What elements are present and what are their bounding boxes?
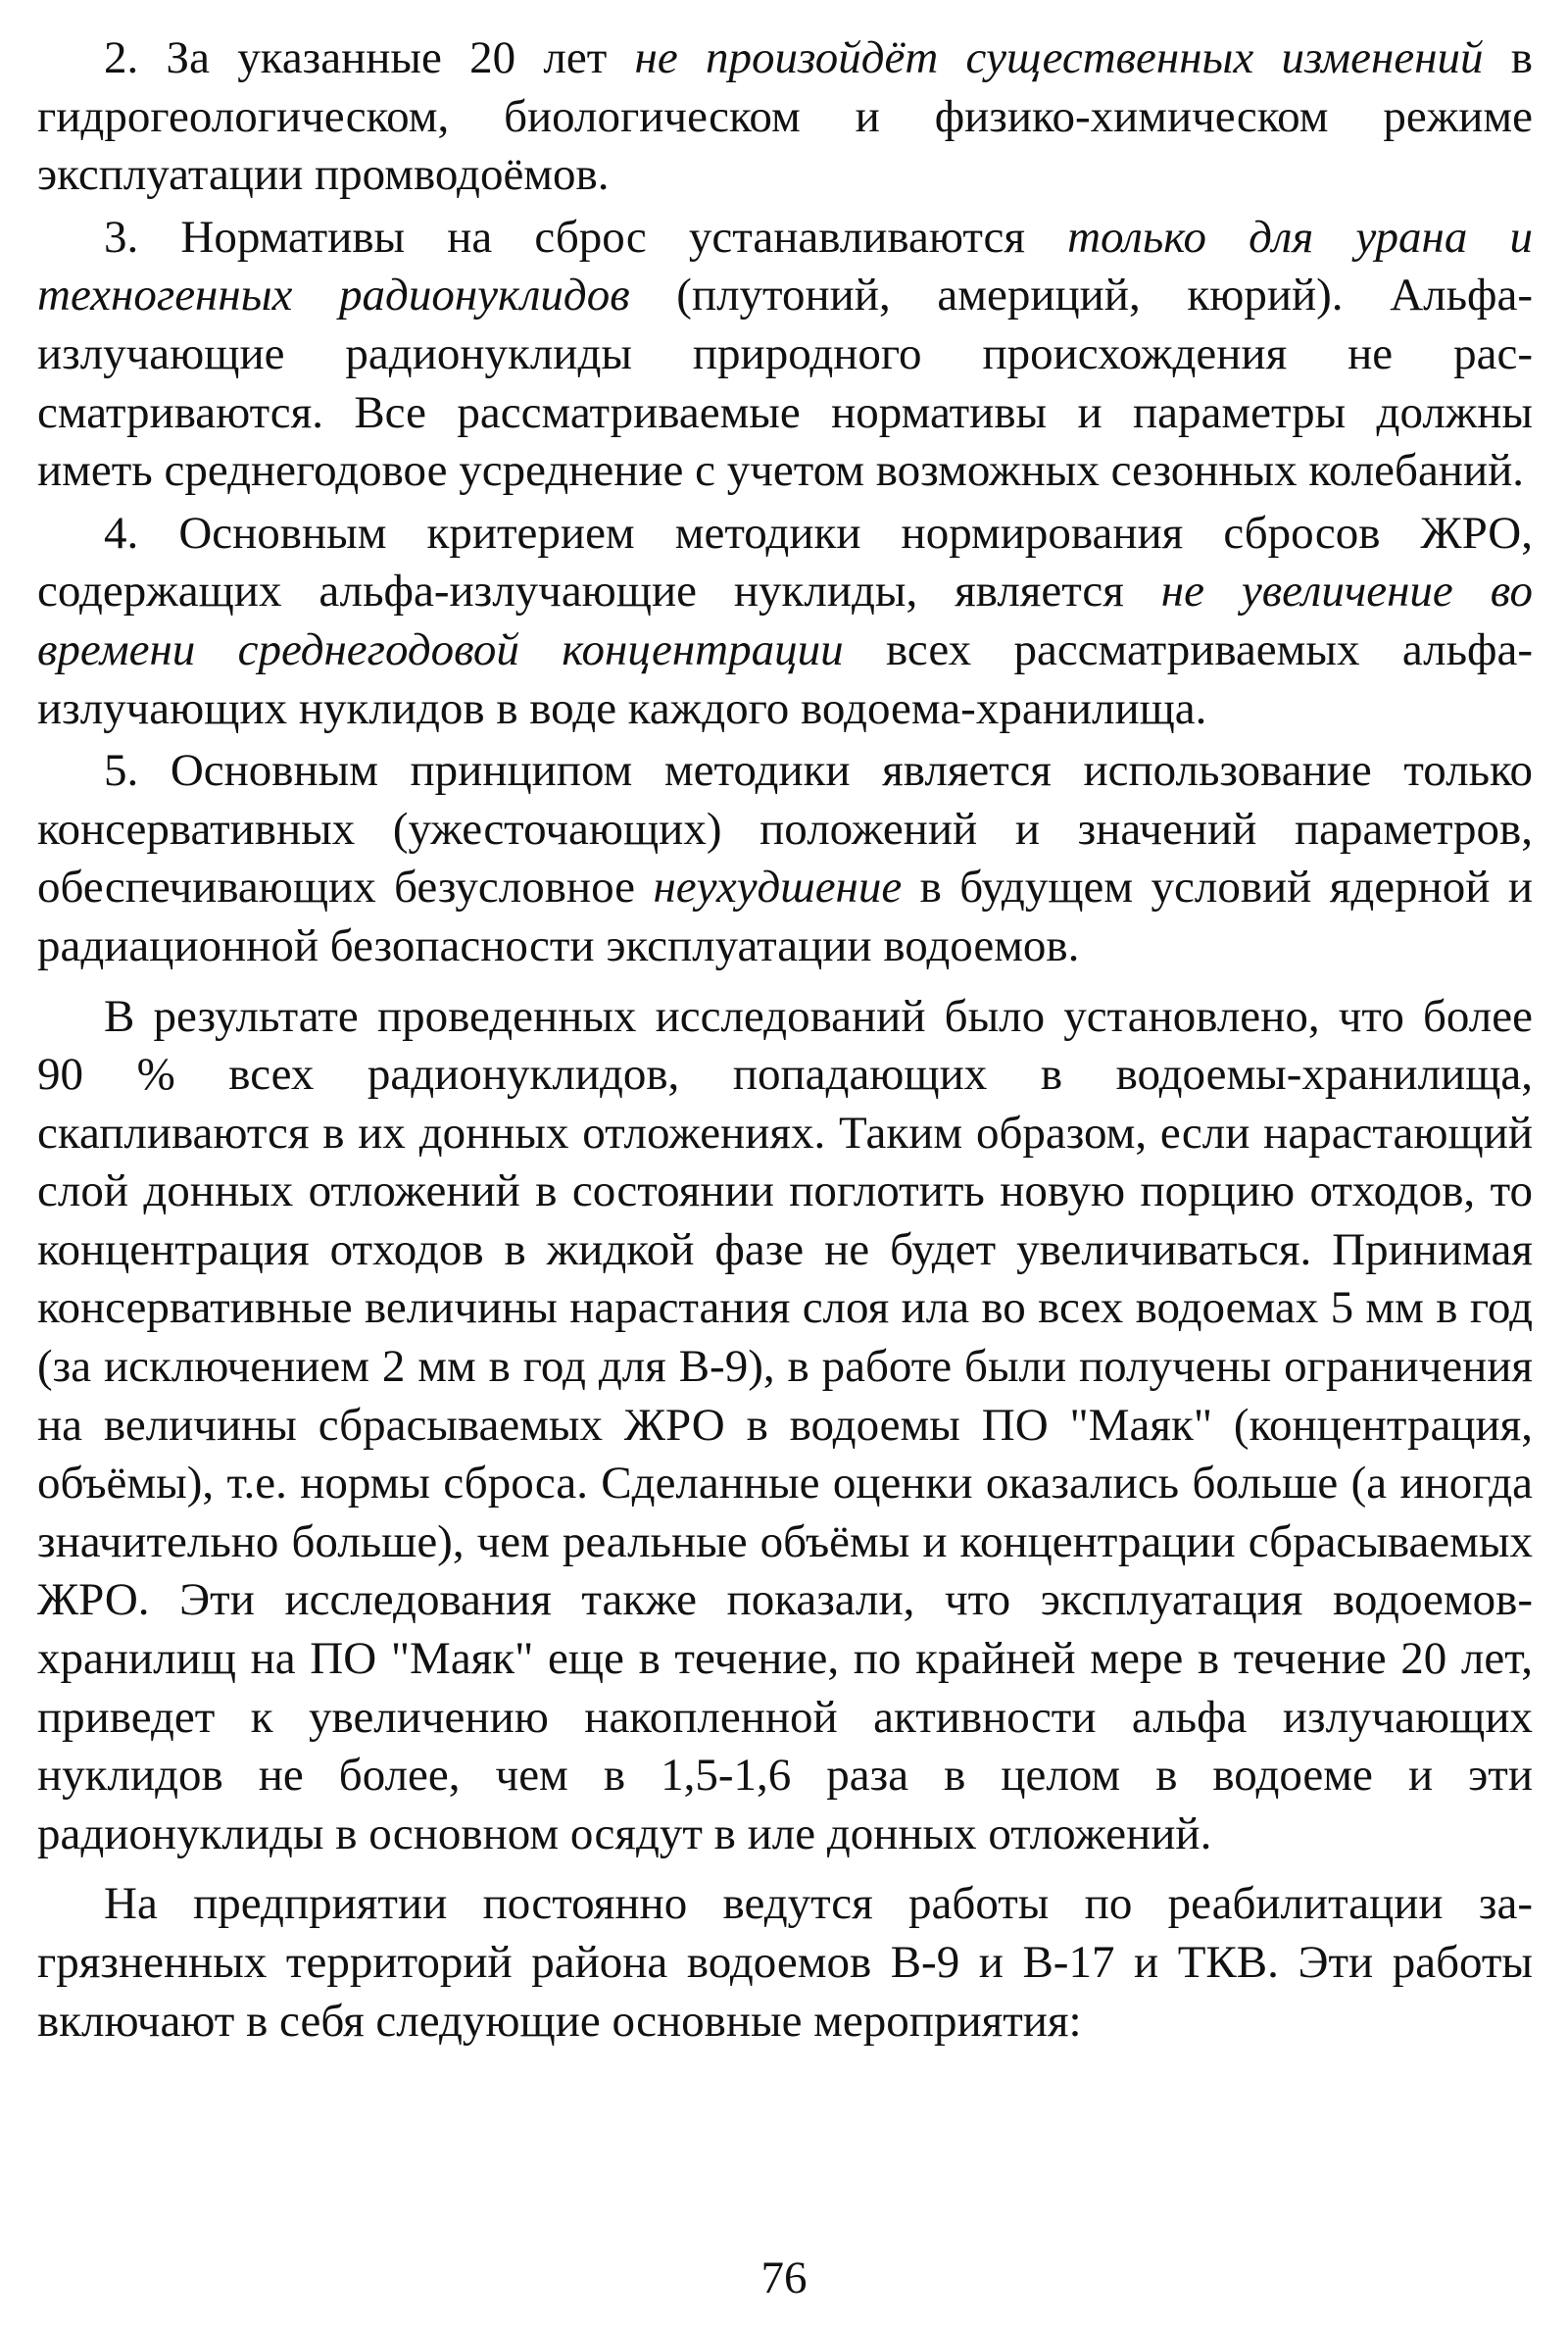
text-run: в гидрогеологическом, биологическом и физико-химическом режиме эксплуатации промводоёмов.: [37, 32, 1533, 201]
page-number: 76: [760, 2252, 808, 2303]
italic-run: неухудшение: [653, 862, 903, 914]
paragraph-item-3: [37, 209, 1533, 501]
text-run: В результате проведенных исследований было установлено, что более 90 % всех радионуклидов, попадающих в водоемы-хранилища, скапливаются в их донных отложениях. Таким образом, если нарастающий слой донных отложений в состоянии поглотить новую порцию отходов, то концентрация отходов в жидкой фазе не будет увеличиваться. Принимая консервативные величины нарастания слоя ила во всех водоемах 5 мм в год (за исключением 2 мм в год для В-9), в работе были получены ограничения на величины сбрасываемых ЖРО в водоемы ПО "Маяк" (концентрация, объёмы), т.е. нормы сброса. Сделанные оценки оказались больше (а иногда значительно больше), чем реальные объёмы и концентрации сбрасываемых ЖРО. Эти исследования также показали, что эксплуатация водоемов-хранилищ на ПО "Маяк" еще в течение, по крайней мере в течение 20 лет, приведет к увеличению накопленной активности альфа излучающих нуклидов не более, чем в 1,5-1,6 раза в целом в водоеме и эти радионуклиды в основном осядут в иле донных отложений.: [37, 990, 1533, 1859]
text-run: всех рассматриваемых альфа-излучающих нуклидов в воде каждого водоема-хранилища.: [37, 623, 1534, 734]
text-run: 4. Основным критерием методики нормирования сбросов ЖРО, содержащих альфа-излучающие нуклиды, является: [37, 507, 1533, 618]
paragraph-results: [37, 988, 1533, 1864]
paragraph-rehabilitation: [37, 1875, 1533, 2051]
paragraph-item-4: [37, 505, 1533, 738]
italic-run: не произойдёт существенных изменений: [634, 32, 1484, 83]
paragraph-item-5: [37, 742, 1533, 975]
text-run: 3. Нормативы на сброс устанавливаются: [104, 211, 1068, 263]
italic-run: не увеличение во времени среднегодовой концентрации: [37, 566, 1533, 675]
text-run: На предприятии постоянно ведутся работы по реабилитации загрязненных территорий района водоемов В-9 и В-17 и ТКВ. Эти работы включают в себя следующие основные мероприятия:: [37, 1878, 1533, 2047]
paragraph-item-2: [37, 29, 1533, 205]
italic-run: только для урана и техногенных радионуклидов: [37, 211, 1533, 322]
text-run: в будущем условий ядерной и радиационной безопасности эксплуатации водоемов.: [37, 862, 1533, 971]
text-run: 5. Основным принципом методики является использование только консервативных (ужесточающих) положений и значений параметров, обеспечивающих безусловное: [37, 745, 1533, 914]
text-run: (плутоний, америций, кюрий). Альфа-излучающие радионуклиды природного происхождения не рассматриваются. Все рассматриваемые нормативы и параметры должны иметь среднегодовое усреднение с учетом возможных сезонных колебаний.: [37, 270, 1533, 497]
text-run: 2. За указанные 20 лет: [104, 32, 635, 83]
